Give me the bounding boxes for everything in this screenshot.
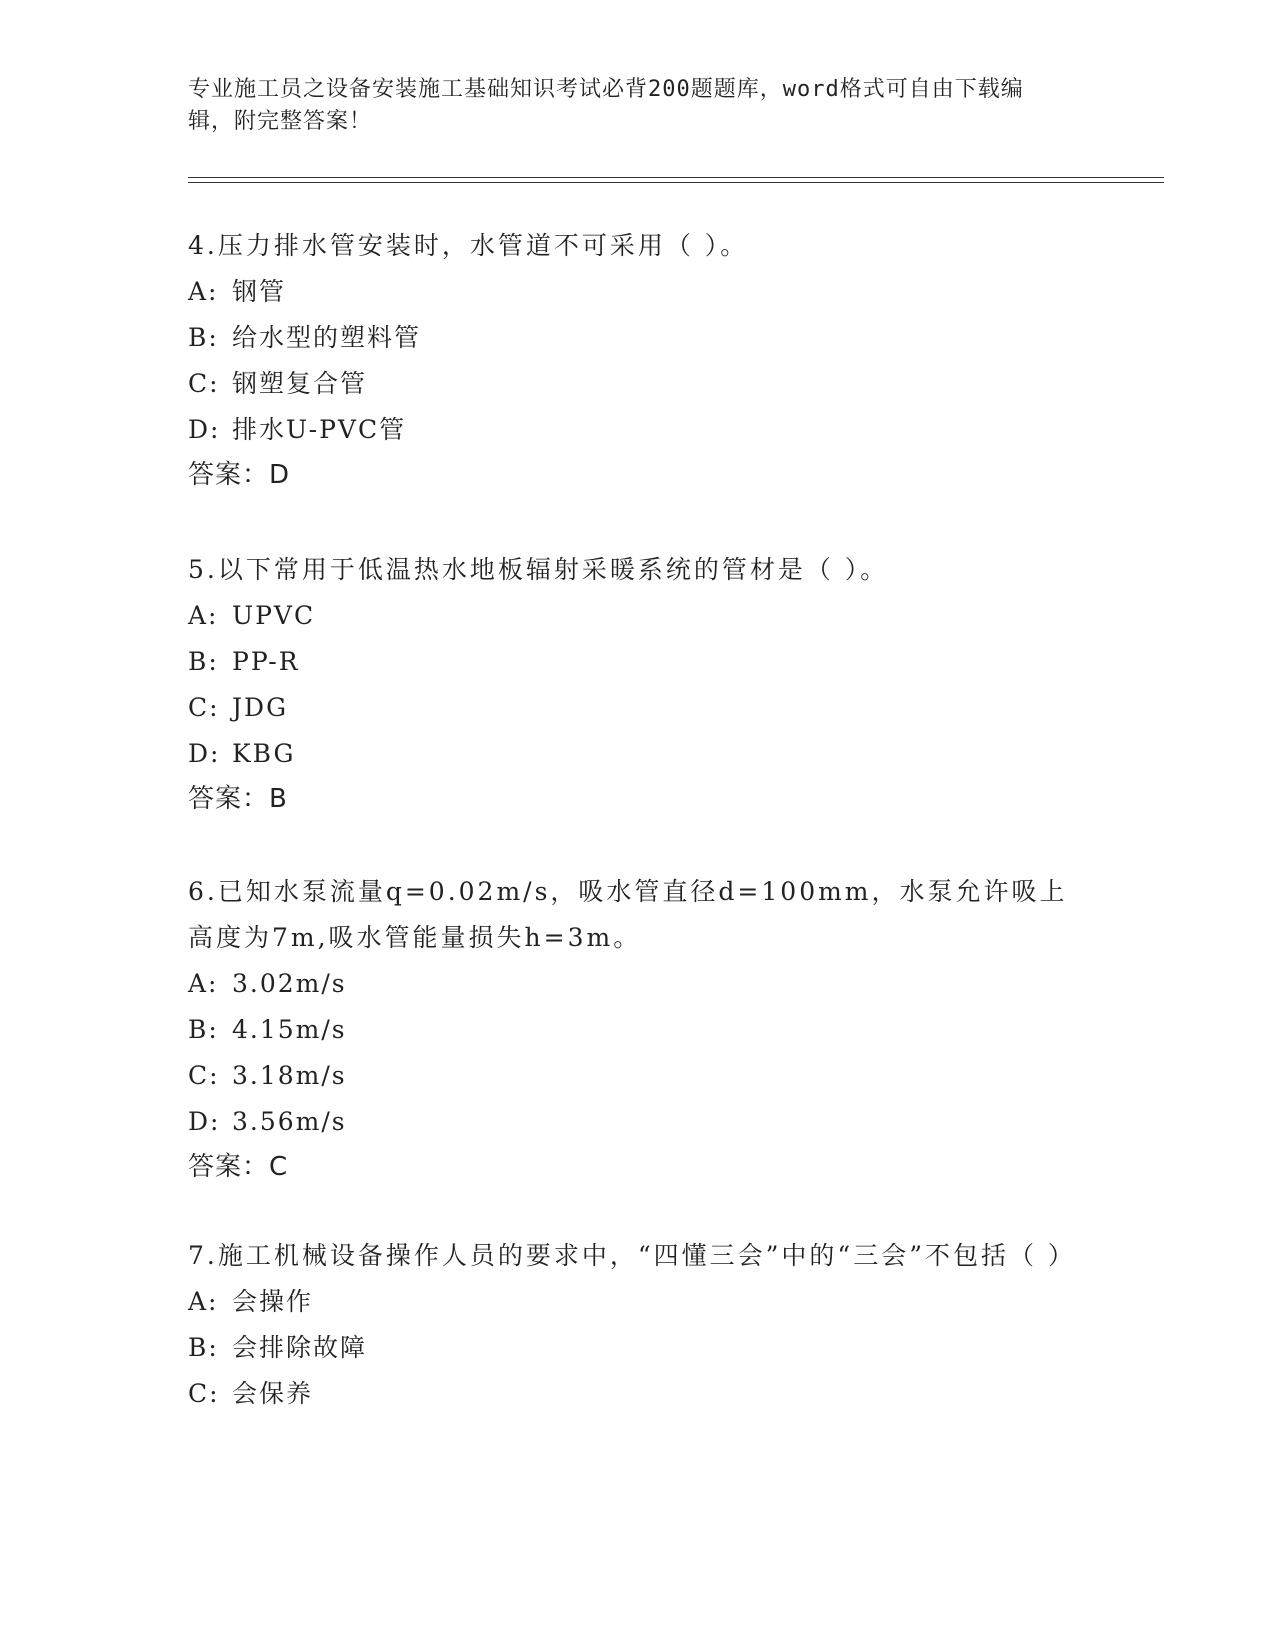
option-label: D: [188,739,221,768]
option-label: B: [188,1333,219,1362]
option-a [188,593,1088,639]
question-5 [188,547,1088,821]
option-label: B: [188,323,219,352]
option-text: 排水U-PVC管 [232,415,407,444]
option-text: 会保养 [232,1379,314,1408]
option-label: A: [188,601,219,630]
header-rule-bottom [188,182,1164,183]
option-b [188,315,1088,361]
option-text: 会操作 [232,1287,314,1316]
option-label: B: [188,1015,219,1044]
option-label: B: [188,647,219,676]
option-c [188,685,1088,731]
option-label: C: [188,693,220,722]
option-label: D: [188,415,221,444]
option-c [188,361,1088,407]
option-text: PP-R [232,647,300,676]
option-d [188,407,1088,453]
question-4 [188,223,1088,497]
option-text: KBG [232,739,296,768]
option-label: A: [188,277,219,306]
question-7 [188,1233,1088,1417]
option-a [188,961,1088,1007]
option-label: D: [188,1107,221,1136]
option-text: 3.02m/s [232,969,347,998]
option-text: 钢塑复合管 [232,369,368,398]
option-a [188,1279,1088,1325]
option-text: 钢管 [232,277,287,306]
option-a [188,269,1088,315]
option-label: C: [188,1061,220,1090]
option-text: JDG [232,693,289,722]
option-c [188,1371,1088,1417]
option-label: C: [188,1379,220,1408]
answer: 答案：D [188,460,291,490]
option-text: 给水型的塑料管 [232,323,422,352]
option-c [188,1053,1088,1099]
option-text: UPVC [232,601,316,630]
question-stem: 5.以下常用于低温热水地板辐射采暖系统的管材是（ ）。 [188,555,889,584]
option-b [188,1007,1088,1053]
option-label: A: [188,1287,219,1316]
option-label: C: [188,369,220,398]
option-text: 3.56m/s [232,1107,347,1136]
question-stem: 7.施工机械设备操作人员的要求中，“四懂三会”中的“三会”不包括（ ） [188,1241,1076,1270]
question-stem: 6.已知水泵流量q=0.02m/s，吸水管直径d=100mm，水泵允许吸上高度为7m,吸水管能量损失h=3m。 [188,877,1068,952]
option-b [188,1325,1088,1371]
option-text: 3.18m/s [232,1061,347,1090]
question-6 [188,869,1088,1189]
document-header: 专业施工员之设备安装施工基础知识考试必背200题题库，word格式可自由下载编辑，附完整答案！ [188,77,1024,134]
question-stem: 4.压力排水管安装时，水管道不可采用（ ）。 [188,231,749,260]
header-rule-top [188,177,1164,178]
option-d [188,1099,1088,1145]
option-text: 会排除故障 [232,1333,368,1362]
option-d [188,731,1088,777]
option-b [188,639,1088,685]
answer: 答案：B [188,784,288,814]
answer: 答案：C [188,1152,289,1182]
option-text: 4.15m/s [232,1015,347,1044]
option-label: A: [188,969,219,998]
